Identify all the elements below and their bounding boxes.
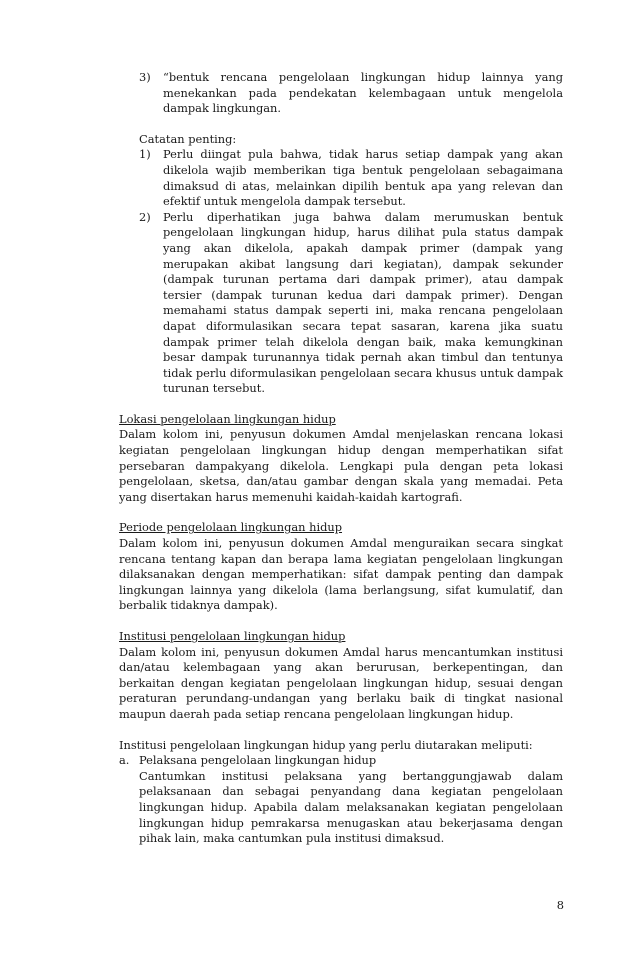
document-page <box>119 70 563 847</box>
alpha-letter: a. <box>119 753 130 768</box>
alpha-item-a <box>119 753 563 847</box>
section-periode <box>119 520 563 614</box>
section-lokasi <box>119 412 563 506</box>
section-body: Dalam kolom ini, penyusun dokumen Amdal menjelaskan rencana lokasi kegiatan pengelolaan lingkungan hidup dengan memperhatikan sifat persebaran dampakyang dikelola. Lengkapi pula dengan peta lokasi pengelolaan, sketsa, dan/atau gambar dengan skala yang memadai. Peta yang disertakan harus memenuhi kaidah-kaidah kartografi. <box>119 427 563 504</box>
list-number: 3) <box>139 70 151 84</box>
list-item-3 <box>119 70 563 117</box>
section-heading: Periode pengelolaan lingkungan hidup <box>119 520 343 535</box>
section-meliputi <box>119 738 563 847</box>
notes-title: Catatan penting: <box>139 131 237 146</box>
note-text: Perlu diperhatikan juga bahwa dalam merumuskan bentuk pengelolaan lingkungan hidup, harus dilihat pula status dampak yang akan dikelola, apakah dampak primer (dampak yang merupakan akibat langsung dari kegiatan), dampak sekunder (dampak turunan pertama dari dampak primer), atau dampak tersier (dampak turunan kedua dari dampak primer). Dengan memahami status dampak seperti ini, maka rencana pengelolaan dapat diformulasikan secara tepat sasaran, karena jika suatu dampak primer telah dikelola dengan baik, maka kemungkinan besar dampak turunannya tidak pernah akan timbul dan tentunya tidak perlu diformulasikan pengelolaan secara khusus untuk dampak turunan tersebut. <box>163 209 563 396</box>
section-heading: Lokasi pengelolaan lingkungan hidup <box>119 411 336 426</box>
alpha-text: Cantumkan institusi pelaksana yang bertanggungjawab dalam pelaksanaan dan sebagai penyandang dana kegiatan pengelolaan lingkungan hidup. Apabila dalam melaksanakan kegiatan pengelolaan lingkungan hidup pemrakarsa menugaskan atau bekerjasama dengan pihak lain, maka cantumkan pula institusi dimaksud. <box>139 768 563 846</box>
alpha-item-title-row <box>119 753 563 769</box>
note-text: Perlu diingat pula bahwa, tidak harus setiap dampak yang akan dikelola wajib memberikan tiga bentuk pengelolaan sebagaimana dimaksud di atas, melainkan dipilih bentuk apa yang relevan dan efektif untuk mengelola dampak tersebut. <box>163 147 563 209</box>
note-item-2 <box>119 210 563 397</box>
section-body: Dalam kolom ini, penyusun dokumen Amdal harus mencantumkan institusi dan/atau kelembagaan yang akan berurusan, berkepentingan, dan berkaitan dengan kegiatan pengelolaan lingkungan hidup, sesuai dengan peraturan perundang-undangan yang berlaku baik di tingkat nasional maupun daerah pada setiap rencana pengelolaan lingkungan hidup. <box>119 644 563 721</box>
note-item-1 <box>119 147 563 209</box>
alpha-title: Pelaksana pengelolaan lingkungan hidup <box>139 753 377 768</box>
list-text: “bentuk rencana pengelolaan lingkungan hidup lainnya yang menekankan pada pendekatan kelembagaan untuk mengelola dampak lingkungan. <box>163 70 563 116</box>
note-number: 1) <box>139 147 151 162</box>
section-institusi <box>119 629 563 723</box>
note-number: 2) <box>139 209 151 224</box>
section-intro: Institusi pengelolaan lingkungan hidup yang perlu diutarakan meliputi: <box>119 737 533 752</box>
page-number: 8 <box>556 898 564 912</box>
section-heading: Institusi pengelolaan lingkungan hidup <box>119 629 346 643</box>
section-body: Dalam kolom ini, penyusun dokumen Amdal menguraikan secara singkat rencana tentang kapan dan berapa lama kegiatan pengelolaan lingkungan dilaksanakan dengan memperhatikan: sifat dampak penting dan dampak lingkungan lainnya yang dikelola (lama berlangsung, sifat kumulatif, dan berbalik tidaknya dampak). <box>119 536 563 613</box>
